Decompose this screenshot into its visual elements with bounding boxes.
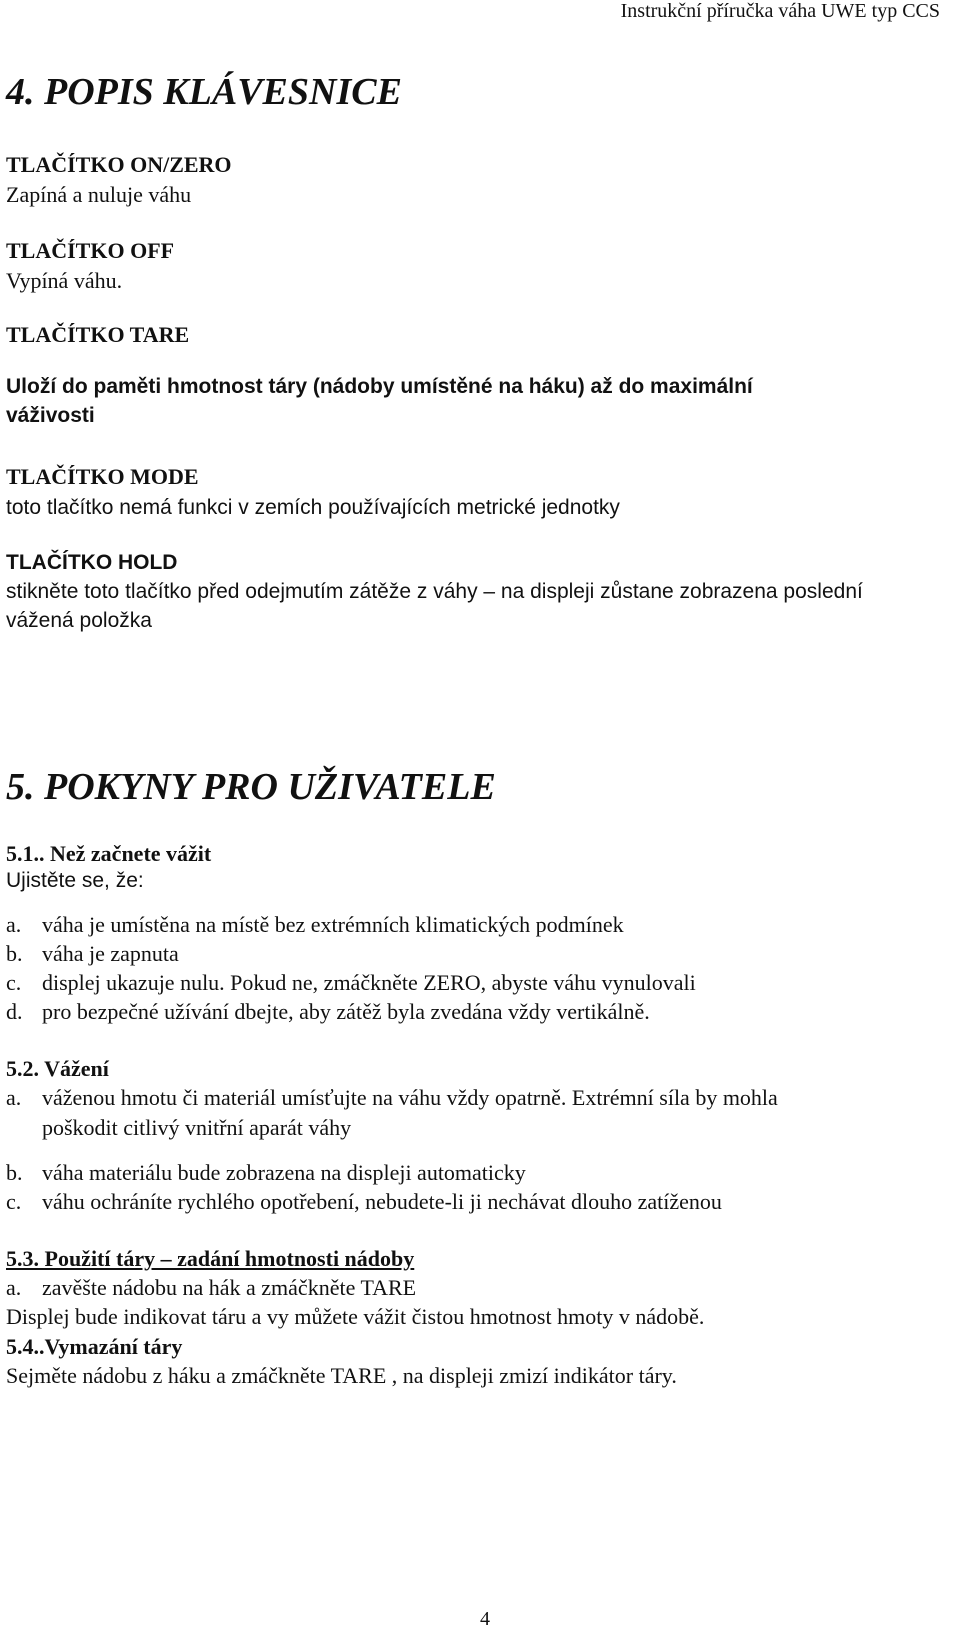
mode-text: toto tlačítko nemá funkci v zemích používajících metrické jednotky (6, 496, 620, 519)
list-item: a. váženou hmotu či materiál umísťujte na váhu vždy opatrně. Extrémní síla by mohla (6, 1085, 778, 1110)
off-title: TLAČÍTKO OFF (6, 238, 175, 263)
section-4-heading: 4. POPIS KLÁVESNICE (6, 71, 402, 113)
section-5-heading: 5. POKYNY PRO UŽIVATELE (6, 766, 496, 808)
s51-intro: Ujistěte se, že: (6, 869, 144, 892)
list-item: b. váha je zapnuta (6, 941, 179, 966)
list-item: a. váha je umístěna na místě bez extrémních klimatických podmínek (6, 912, 624, 937)
page-number: 4 (480, 1608, 490, 1630)
list-item: c. váhu ochráníte rychlého opotřebení, nebudete-li ji nechávat dlouho zatíženou (6, 1189, 722, 1214)
tare-text-line2: váživosti (6, 404, 95, 427)
hold-text-line1: stikněte toto tlačítko před odejmutím zátěže z váhy – na displeji zůstane zobrazena poslední (6, 580, 863, 603)
s52-title: 5.2. Vážení (6, 1056, 109, 1081)
list-item: b. váha materiálu bude zobrazena na displeji automaticky (6, 1160, 526, 1185)
hold-text-line2: vážená položka (6, 609, 152, 632)
s53-title: 5.3. Použití táry – zadání hmotnosti nádoby (6, 1246, 415, 1271)
running-header: Instrukční příručka váha UWE typ CCS (620, 0, 940, 22)
tare-title: TLAČÍTKO TARE (6, 322, 190, 347)
hold-title: TLAČÍTKO HOLD (6, 551, 178, 574)
mode-title: TLAČÍTKO MODE (6, 464, 199, 489)
s53-text: Displej bude indikovat táru a vy můžete vážit čistou hmotnost hmoty v nádobě. (6, 1304, 705, 1329)
tare-text-line1: Uloží do paměti hmotnost táry (nádoby umístěné na háku) až do maximální (6, 375, 753, 398)
off-text: Vypíná váhu. (6, 268, 123, 293)
s51-title: 5.1.. Než začnete vážit (6, 841, 212, 866)
s54-text: Sejměte nádobu z háku a zmáčkněte TARE , na displeji zmizí indikátor táry. (6, 1363, 677, 1388)
s54-title: 5.4..Vymazání táry (6, 1334, 183, 1359)
on-zero-text: Zapíná a nuluje váhu (6, 182, 192, 207)
list-item: a. zavěšte nádobu na hák a zmáčkněte TARE (6, 1275, 417, 1300)
list-item: c. displej ukazuje nulu. Pokud ne, zmáčkněte ZERO, abyste váhu vynulovali (6, 970, 696, 995)
list-item-continuation: poškodit citlivý vnitřní aparát váhy (42, 1115, 352, 1140)
on-zero-title: TLAČÍTKO ON/ZERO (6, 152, 232, 177)
list-item: d. pro bezpečné užívání dbejte, aby zátěž byla zvedána vždy vertikálně. (6, 999, 650, 1024)
